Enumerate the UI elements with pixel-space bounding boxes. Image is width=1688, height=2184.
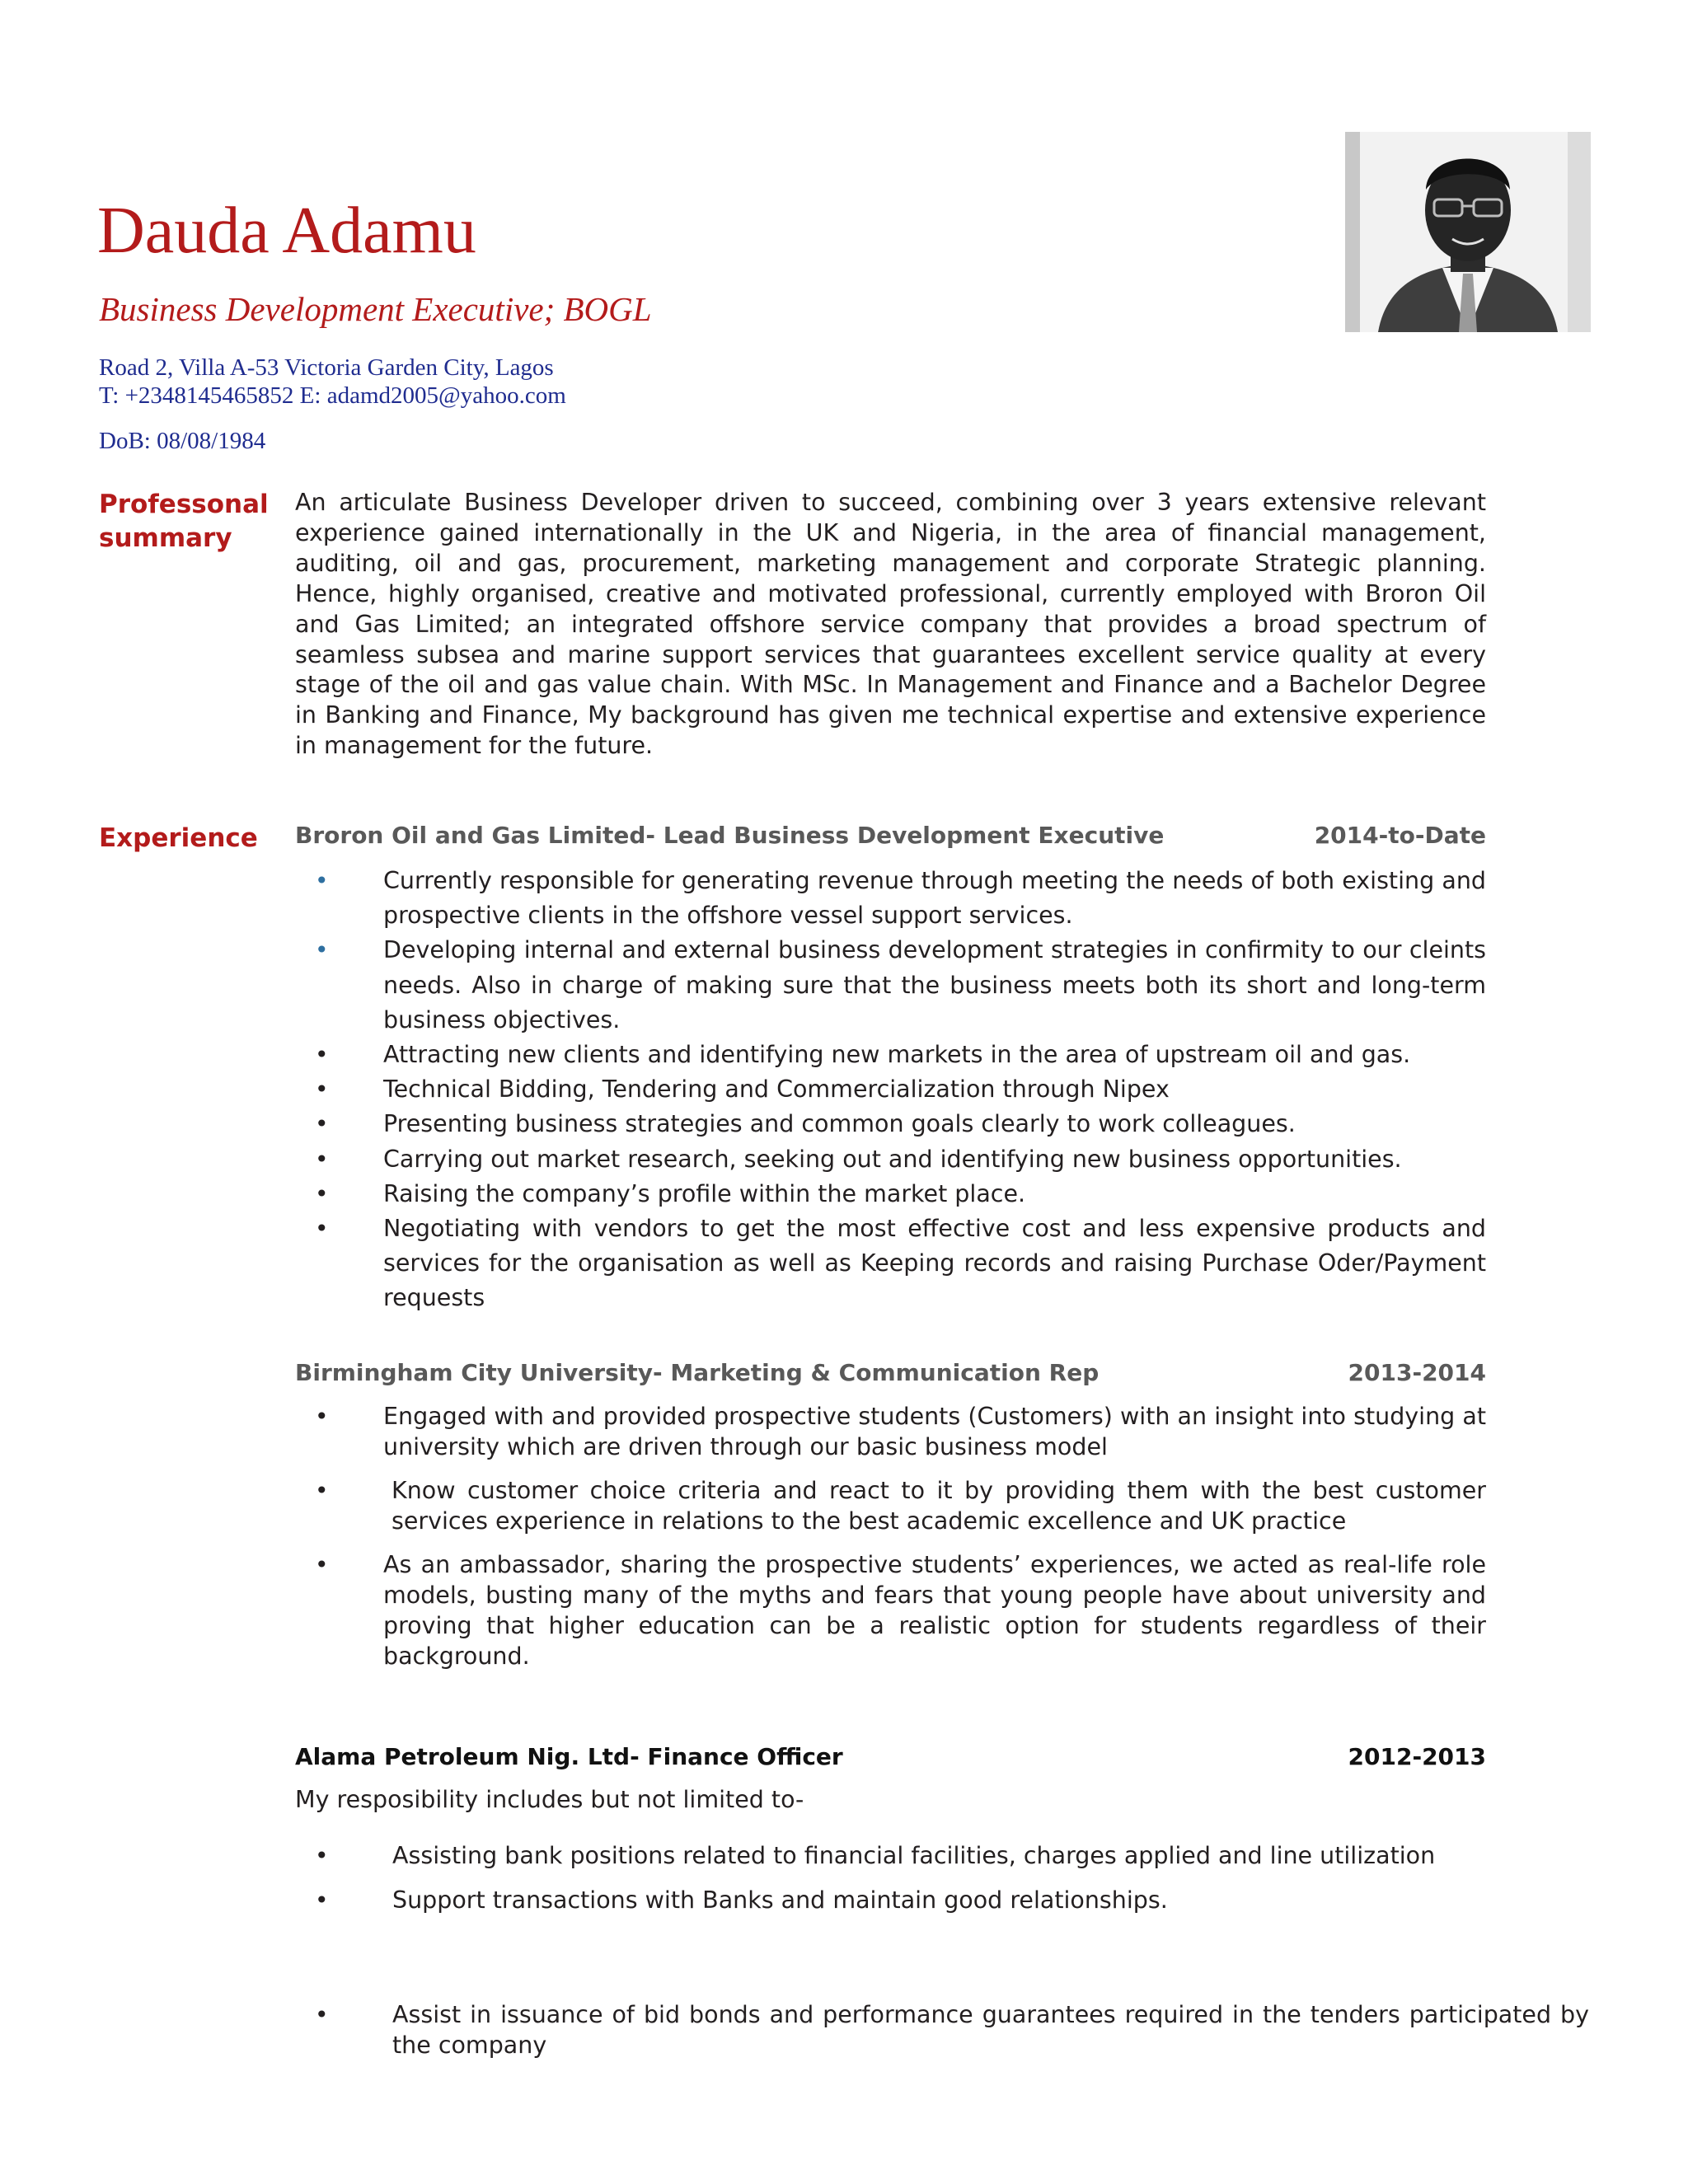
job-dates: 2014-to-Date	[1314, 822, 1486, 849]
bullet-icon: •	[315, 1477, 329, 1504]
bullet-text: Carrying out market research, seeking out and identifying new business opportunities.	[383, 1145, 1402, 1173]
experience-label: Experience	[99, 823, 258, 853]
bullet-icon: •	[315, 936, 329, 964]
job-title: Business Development Executive; BOGL	[99, 290, 652, 328]
job-bullet-list	[295, 1999, 1589, 2060]
list-item	[295, 1401, 1486, 1462]
contact-line: T: +2348145465852 E: adamd2005@yahoo.com	[99, 382, 566, 409]
list-item	[295, 1177, 1486, 1212]
list-item	[295, 1142, 1486, 1177]
job-bullet-list	[295, 1401, 1486, 1671]
bullet-icon: •	[315, 1040, 329, 1068]
summary-label-line1: Professonal	[99, 490, 269, 519]
list-item	[295, 1475, 1486, 1536]
bullet-text: Developing internal and external business development strategies in confirmity to our cleints needs. Also in charge of making sure that the business meets both its short and long-term business objectives.	[383, 936, 1486, 1033]
bullet-icon: •	[315, 867, 329, 894]
list-item	[295, 1212, 1486, 1316]
job-heading	[295, 824, 1486, 847]
summary-text: An articulate Business Developer driven to succeed, combining over 3 years extensive relevant experience gained internationally in the UK and Nigeria, in the area of financial management, auditing, oil and gas, procurement, marketing management and corporate Strategic planning. Hence, highly organised, creative and motivated professional, currently employed with Broron Oil and Gas Limited; an integrated offshore service company that provides a broad spectrum of seamless subsea and marine support services that guarantees excellent service quality at every stage of the oil and gas value chain. With MSc. In Management and Finance and a Bachelor Degree in Banking and Finance, My background has given me technical expertise and extensive experience in management for the future.	[295, 489, 1486, 760]
bullet-text: Currently responsible for generating revenue through meeting the needs of both existing and prospective clients in the offshore vessel support services.	[383, 867, 1486, 930]
bullet-icon: •	[315, 1403, 329, 1430]
candidate-name: Dauda Adamu	[97, 194, 476, 267]
bullet-text: Presenting business strategies and common goals clearly to work colleagues.	[383, 1110, 1296, 1138]
bullet-icon: •	[315, 1842, 329, 1869]
list-item	[295, 1072, 1486, 1107]
list-item	[295, 1840, 1486, 1872]
bullet-icon: •	[315, 1145, 329, 1173]
job-bullet-list	[295, 1840, 1486, 1872]
profile-photo	[1345, 132, 1591, 332]
bullet-icon: •	[315, 1551, 329, 1578]
job-lead-text: My resposibility includes but not limited to-	[295, 1786, 804, 1813]
bullet-icon: •	[315, 2001, 329, 2028]
address: Road 2, Villa A-53 Victoria Garden City, Lagos	[99, 354, 554, 381]
list-item	[295, 1999, 1589, 2060]
date-of-birth: DoB: 08/08/1984	[99, 428, 266, 454]
bullet-text: Support transactions with Banks and maintain good relationships.	[392, 1886, 1168, 1914]
job-dates: 2013-2014	[1348, 1359, 1486, 1386]
bullet-text: Know customer choice criteria and react to it by providing them with the best customer services experience in relations to the best academic excellence and UK practice	[392, 1477, 1486, 1535]
list-item	[295, 1884, 1486, 1917]
bullet-icon: •	[315, 1179, 329, 1207]
list-item	[295, 1549, 1486, 1671]
list-item	[295, 1107, 1486, 1141]
job-heading	[295, 1361, 1486, 1385]
bullet-text: Assisting bank positions related to financial facilities, charges applied and line utilization	[392, 1842, 1436, 1869]
bullet-icon: •	[315, 1076, 329, 1104]
summary-label	[99, 488, 269, 555]
job-title-employer: Alama Petroleum Nig. Ltd- Finance Officer	[295, 1743, 843, 1770]
bullet-text: Technical Bidding, Tendering and Commercialization through Nipex	[383, 1076, 1170, 1104]
job-dates: 2012-2013	[1348, 1743, 1486, 1770]
bullet-icon: •	[315, 1110, 329, 1138]
list-item	[295, 1038, 1486, 1072]
bullet-text: Assist in issuance of bid bonds and performance guarantees required in the tenders participated by the company	[392, 2001, 1589, 2059]
bullet-icon: •	[315, 1214, 329, 1242]
bullet-icon: •	[315, 1886, 329, 1914]
summary-label-line2: summary	[99, 523, 232, 553]
job-title-employer: Broron Oil and Gas Limited- Lead Business Development Executive	[295, 822, 1165, 849]
bullet-text: Engaged with and provided prospective students (Customers) with an insight into studying at university which are driven through our basic business model	[383, 1403, 1486, 1460]
bullet-text: Negotiating with vendors to get the most effective cost and less expensive products and services for the organisation as well as Keeping records and raising Purchase Oder/Payment requests	[383, 1214, 1486, 1312]
bullet-text: Raising the company’s profile within the market place.	[383, 1179, 1026, 1207]
job-bullet-list	[295, 1884, 1486, 1917]
bullet-text: As an ambassador, sharing the prospective students’ experiences, we acted as real-life role models, busting many of the myths and fears that young people have about university and proving that higher education can be a realistic option for students regardless of their background.	[383, 1551, 1486, 1670]
job-bullet-list	[295, 864, 1486, 1316]
list-item	[295, 933, 1486, 1038]
list-item	[295, 864, 1486, 933]
bullet-text: Attracting new clients and identifying new markets in the area of upstream oil and gas.	[383, 1040, 1411, 1068]
job-heading	[295, 1743, 1486, 1770]
job-title-employer: Birmingham City University- Marketing & Communication Rep	[295, 1359, 1100, 1386]
